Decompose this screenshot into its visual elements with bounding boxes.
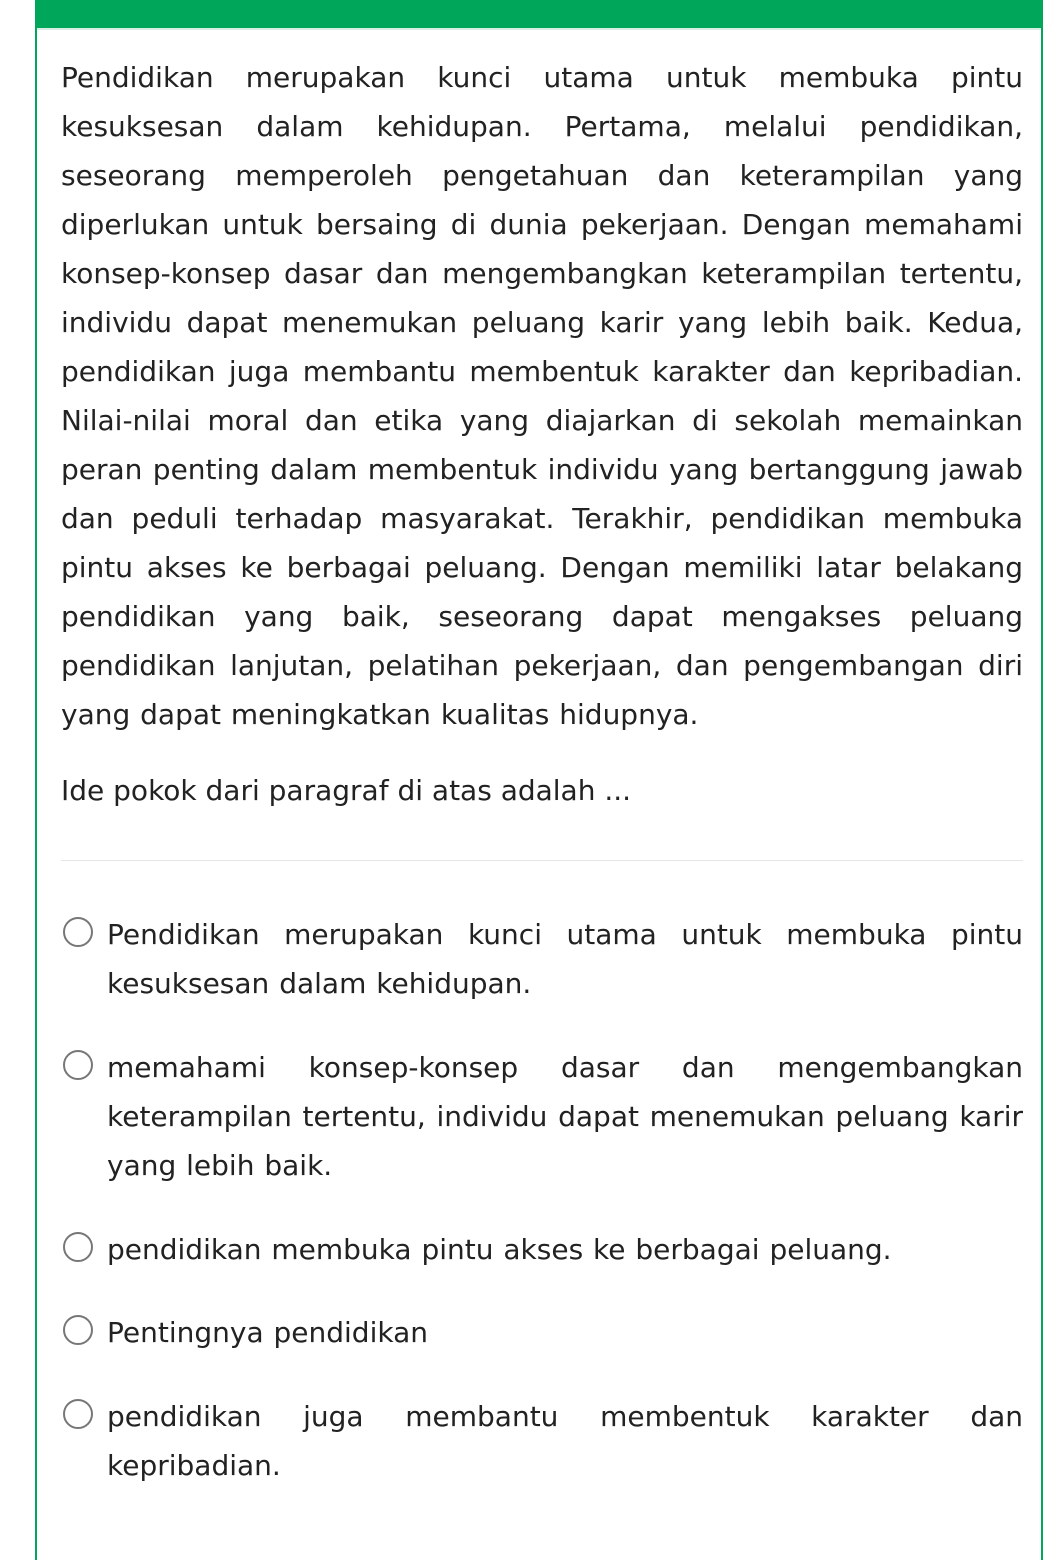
question-divider [61,860,1023,861]
question-card [35,0,1043,1560]
answer-option-label: pendidikan juga membantu membentuk karakter dan kepribadian. [107,1400,1023,1482]
answer-option-label: Pentingnya pendidikan [107,1316,428,1349]
answer-option-label: Pendidikan merupakan kunci utama untuk membuka pintu kesuksesan dalam kehidupan. [107,918,1023,1000]
card-header-divider [37,28,1041,30]
radio-button-icon[interactable] [63,1050,93,1080]
card-header-bar [37,0,1041,28]
radio-button-icon[interactable] [63,1399,93,1429]
answer-option-label: memahami konsep-konsep dasar dan mengembangkan keterampilan tertentu, individu dapat menemukan peluang karir yang lebih baik. [107,1051,1023,1182]
answer-option-label: pendidikan membuka pintu akses ke berbagai peluang. [107,1233,892,1266]
radio-button-icon[interactable] [63,1315,93,1345]
radio-button-icon[interactable] [63,1232,93,1262]
radio-button-icon[interactable] [63,917,93,947]
question-text: Ide pokok dari paragraf di atas adalah ... [61,774,632,807]
reading-passage: Pendidikan merupakan kunci utama untuk membuka pintu kesuksesan dalam kehidupan. Pertama, melalui pendidikan, seseorang memperoleh pengetahuan dan keterampilan yang diperlukan untuk bersaing di dunia pekerjaan. Dengan memahami konsep-konsep dasar dan mengembangkan keterampilan tertentu, individu dapat menemukan peluang karir yang lebih baik. Kedua, pendidikan juga membantu membentuk karakter dan kepribadian. Nilai-nilai moral dan etika yang diajarkan di sekolah memainkan peran penting dalam membentuk individu yang bertanggung jawab dan peduli terhadap masyarakat. Terakhir, pendidikan membuka pintu akses ke berbagai peluang. Dengan memiliki latar belakang pendidikan yang baik, seseorang dapat mengakses peluang pendidikan lanjutan, pelatihan pekerjaan, dan pengembangan diri yang dapat meningkatkan kualitas hidupnya. [61,61,1023,731]
